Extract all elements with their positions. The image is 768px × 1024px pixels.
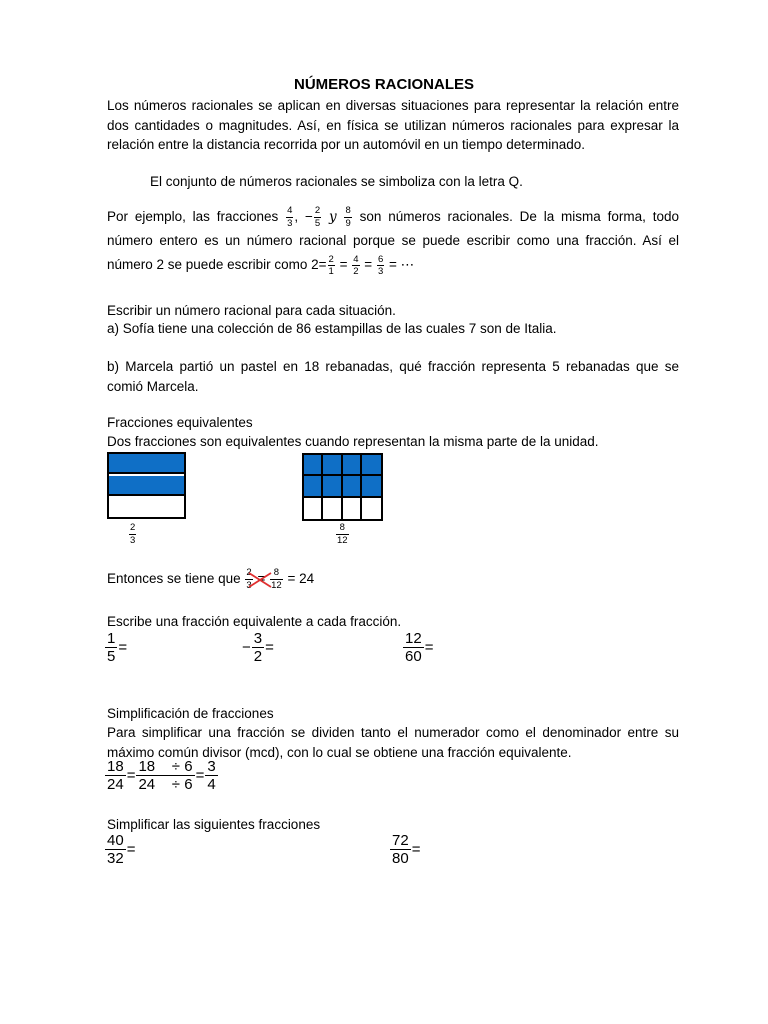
- example-suffix: son números racionales. De la misma forma, todo número entero es un número racional porque se puede escribir como una fracción. Así el número 2 se puede escribir como 2=: [107, 209, 679, 273]
- unshaded-cell: [304, 498, 323, 519]
- exercise2-item-2: − $\frac{3}{2}$ =: [242, 630, 274, 665]
- fraction-6-3: $\frac{6}{3}$: [377, 253, 384, 278]
- page-title: NÚMEROS RACIONALES: [293, 76, 474, 93]
- shaded-cell: [362, 455, 381, 476]
- exercise2-heading: Escribe una fracción equivalente a cada fracción.: [107, 614, 402, 629]
- fraction-8-9: $\frac{8}{9}$: [345, 205, 351, 229]
- simplification-example: $\frac{18}{24}$ = $\frac{18 \div 6}{24 \div 6}$ = $\frac{3}{4}$: [107, 758, 216, 793]
- shaded-cell: [323, 476, 342, 497]
- shaded-part: [109, 454, 184, 474]
- exercise1-heading: Escribir un número racional para cada situación.: [107, 303, 396, 318]
- exercise3-item-1: $\frac{40}{32}$ =: [107, 832, 136, 867]
- exercise3-item-2: $\frac{72}{80}$ =: [392, 832, 421, 867]
- exercise3-heading: Simplificar las siguientes fracciones: [107, 817, 321, 832]
- ellipsis: = ⋯: [389, 257, 415, 273]
- shaded-cell: [323, 455, 342, 476]
- fraction-2-5: $\frac{2}{5}$: [314, 205, 321, 229]
- fraction-4-2: $\frac{4}{2}$: [353, 253, 359, 278]
- set-q-statement: El conjunto de números racionales se simboliza con la letra Q.: [150, 174, 523, 189]
- comma-minus: , −: [294, 209, 313, 224]
- diagram-label-8-12: $\frac{8}{12}$: [337, 522, 348, 546]
- exercise1-item-a: a) Sofía tiene una colección de 86 estampillas de las cuales 7 son de Italia.: [107, 321, 557, 336]
- shaded-cell: [343, 476, 362, 497]
- simplification-text: Para simplificar una fracción se dividen tanto el numerador como el denominador entre su máximo común divisor (mcd), con lo cual se obtiene una fracción equivalente.: [107, 725, 679, 760]
- example-prefix: Por ejemplo, las fracciones: [107, 209, 279, 224]
- example-paragraph: [107, 205, 679, 278]
- unshaded-part: [109, 498, 184, 517]
- intro-paragraph: Los números racionales se aplican en diversas situaciones para representar la relación entre dos cantidades o magnitudes. Así, en física se utilizan números racionales para expresar la relación entre la distancia recorrida por un automóvil en un tiempo determinado.: [107, 98, 679, 152]
- exercise2-item-3: $\frac{12}{60}$ =: [405, 630, 434, 665]
- fraction-diagram-8-12: [302, 453, 383, 521]
- unshaded-cell: [362, 498, 381, 519]
- cross-multiplication-line: Entonces se tiene que $\frac{2}{3}$ $\frac{8}{12}$ = 24: [107, 567, 315, 591]
- equals-sign: =: [339, 257, 348, 273]
- y-conjunction: y: [329, 209, 337, 225]
- unshaded-cell: [343, 498, 362, 519]
- fraction-diagram-2-3: [107, 452, 186, 519]
- equivalent-definition: Dos fracciones son equivalentes cuando representan la misma parte de la unidad.: [107, 434, 599, 449]
- exercise2-item-1: $\frac{1}{5}$ =: [107, 630, 128, 665]
- cross-multiply-icon: [246, 570, 274, 590]
- shaded-cell: [343, 455, 362, 476]
- shaded-part: [109, 476, 184, 496]
- exercise1-item-b: b) Marcela partió un pastel en 18 rebanadas, qué fracción representa 5 rebanadas que se comió Marcela.: [107, 359, 679, 394]
- shaded-cell: [362, 476, 381, 497]
- shaded-cell: [304, 455, 323, 476]
- shaded-cell: [304, 476, 323, 497]
- fraction-2-1: $\frac{2}{1}$: [328, 253, 334, 278]
- fraction-4-3: $\frac{4}{3}$: [287, 205, 293, 229]
- diagram-label-2-3: $\frac{2}{3}$: [130, 522, 136, 546]
- equivalent-heading: Fracciones equivalentes: [107, 415, 253, 430]
- unshaded-cell: [323, 498, 342, 519]
- equals-sign: =: [364, 257, 373, 273]
- simplification-heading: Simplificación de fracciones: [107, 706, 274, 721]
